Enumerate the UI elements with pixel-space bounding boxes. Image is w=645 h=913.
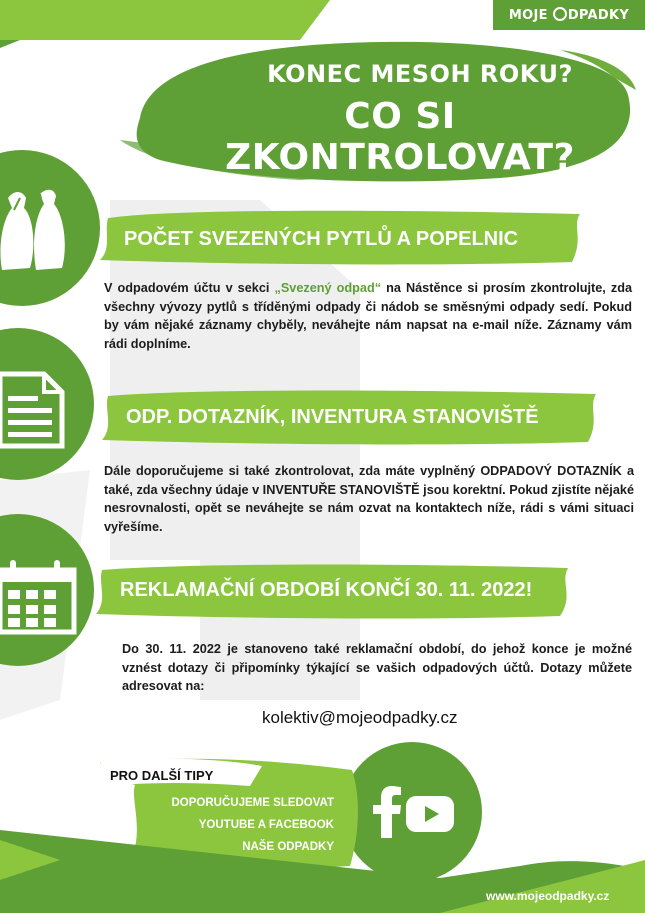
section-1-highlight: „Svezený odpad“ xyxy=(274,281,382,295)
logo-text-1: MOJE xyxy=(508,7,548,23)
logo[interactable] xyxy=(493,0,645,30)
website-link[interactable]: www.mojeodpadky.cz xyxy=(486,889,610,903)
tips-line-3: NAŠE ODPADKY xyxy=(242,841,334,853)
logo-text-2: DPADKY xyxy=(567,7,630,23)
section-1-text-end: na Nástěnce si prosím zkontrolujte, zda všechny vývozy pytlů s tříděnými odpady či nádob se směsnými odpady sedí. Pokud by vám nějaké záznamy chyběly, neváhejte nám napsat na e-mail níže. Záznamy vám rádi doplníme. xyxy=(104,281,633,351)
document-icon xyxy=(0,370,70,450)
youtube-icon[interactable] xyxy=(406,796,454,832)
title-line-1: KONEC MESOH ROKU? xyxy=(267,60,573,88)
waste-bags-icon xyxy=(0,188,80,278)
section-3-heading: REKLAMAČNÍ OBDOBÍ KONČÍ 30. 11. 2022! xyxy=(120,579,533,601)
section-3-text: Do 30. 11. 2022 je stanoveno také reklamační období, do jehož konce je možné vznést dotazy či připomínky týkající se vašich odpadových účtů. Dotazy můžete adresovat na: xyxy=(122,642,632,693)
tips-title: PRO DALŠÍ TIPY xyxy=(110,768,214,783)
section-1-text xyxy=(104,279,632,353)
section-1-text-start: V odpadovém účtu v sekci xyxy=(104,281,275,295)
watermark-shape xyxy=(110,200,360,700)
tips-line-1: DOPORUČUJEME SLEDOVAT xyxy=(171,797,334,809)
tips-line-2: YOUTUBE A FACEBOOK xyxy=(198,819,334,831)
title-line-2: CO SI ZKONTROLOVAT? xyxy=(225,96,575,178)
calendar-icon xyxy=(0,560,80,635)
contact-email[interactable]: kolektiv@mojeodpadky.cz xyxy=(262,708,458,727)
logo-o-icon xyxy=(553,7,567,21)
section-1-heading: POČET SVEZENÝCH PYTLŮ A POPELNIC xyxy=(124,228,519,250)
corner-wedge-top xyxy=(0,0,330,40)
section-2-text: Dále doporučujeme si také zkontrolovat, zda máte vyplněný ODPADOVÝ DOTAZNÍK a také, zda všechny údaje v INVENTUŘE STANOVIŠTĚ jsou korektní. Pokud zjistíte nějaké nesrovnalosti, opět se neváhejte se nám ozvat na kontaktech níže, rádi s vámi situaci vyřešíme. xyxy=(104,464,634,534)
section-2-heading: ODP. DOTAZNÍK, INVENTURA STANOVIŠTĚ xyxy=(126,406,539,428)
facebook-icon[interactable] xyxy=(372,786,402,838)
